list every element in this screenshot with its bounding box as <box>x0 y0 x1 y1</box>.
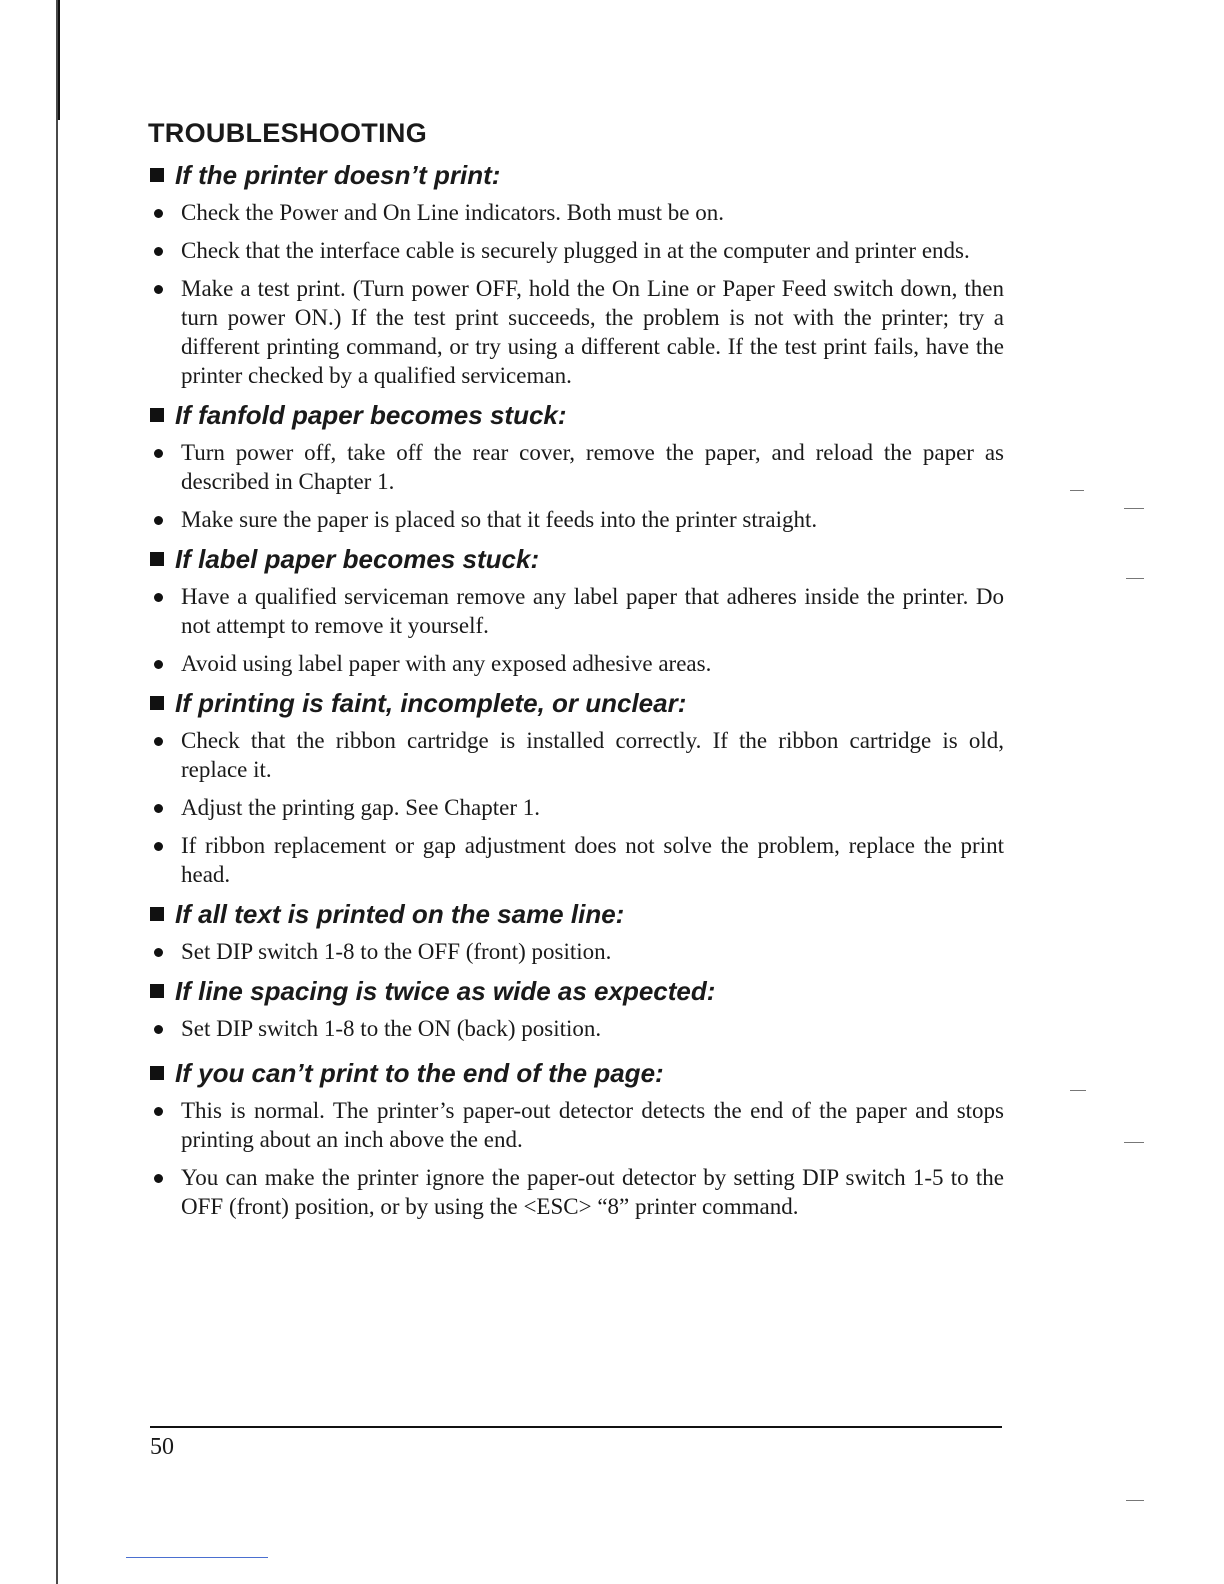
list-item <box>148 726 1004 784</box>
list-item-text: Have a qualified serviceman remove any label paper that adheres inside the printer. Do not attempt to remove it yourself. <box>181 584 1004 638</box>
bullet-list <box>148 198 1004 390</box>
section-heading <box>148 898 1004 930</box>
square-bullet-icon <box>150 1066 164 1080</box>
section-heading <box>148 687 1004 719</box>
list-item-text: Set DIP switch 1-8 to the ON (back) position. <box>181 1016 602 1041</box>
list-item <box>148 198 1004 227</box>
margin-mark <box>1124 1142 1144 1143</box>
list-item-text: Make sure the paper is placed so that it feeds into the printer straight. <box>181 507 818 532</box>
margin-mark <box>1126 578 1144 579</box>
troubleshooting-page <box>148 116 1004 1230</box>
page-number: 50 <box>150 1434 174 1460</box>
bullet-list <box>148 438 1004 534</box>
section-heading <box>148 159 1004 191</box>
margin-mark <box>1126 1500 1144 1501</box>
section-printing-faint <box>148 687 1004 889</box>
square-bullet-icon <box>150 984 164 998</box>
bullet-dot-icon <box>154 209 163 218</box>
bullet-dot-icon <box>154 449 163 458</box>
bullet-dot-icon <box>154 593 163 602</box>
bullet-dot-icon <box>154 247 163 256</box>
page-title: TROUBLESHOOTING <box>148 118 427 148</box>
scan-edge <box>56 0 58 1584</box>
margin-mark <box>1124 508 1144 509</box>
margin-mark <box>1070 1090 1086 1091</box>
bullet-dot-icon <box>154 948 163 957</box>
list-item-text: If ribbon replacement or gap adjustment does not solve the problem, replace the print head. <box>181 833 1004 887</box>
square-bullet-icon <box>150 168 164 182</box>
section-line-spacing <box>148 975 1004 1043</box>
list-item <box>148 505 1004 534</box>
scan-edge-top <box>58 0 60 120</box>
list-item-text: Avoid using label paper with any exposed adhesive areas. <box>181 651 712 676</box>
bottom-mark <box>126 1557 268 1558</box>
section-heading-text: If label paper becomes stuck: <box>175 544 540 574</box>
section-heading <box>148 975 1004 1007</box>
list-item <box>148 793 1004 822</box>
square-bullet-icon <box>150 552 164 566</box>
section-heading <box>148 543 1004 575</box>
list-item <box>148 582 1004 640</box>
list-item <box>148 1163 1004 1221</box>
list-item <box>148 274 1004 390</box>
bullet-list <box>148 1014 1004 1043</box>
bullet-dot-icon <box>154 1107 163 1116</box>
bullet-list <box>148 937 1004 966</box>
margin-mark <box>1070 490 1084 491</box>
bullet-list <box>148 1096 1004 1221</box>
list-item <box>148 236 1004 265</box>
section-end-of-page <box>148 1057 1004 1221</box>
list-item <box>148 1014 1004 1043</box>
footer-rule <box>150 1426 1002 1428</box>
bullet-list <box>148 582 1004 678</box>
bullet-dot-icon <box>154 1025 163 1034</box>
bullet-dot-icon <box>154 1174 163 1183</box>
list-item <box>148 937 1004 966</box>
section-label-paper-stuck <box>148 543 1004 678</box>
list-item-text: Check that the interface cable is securely plugged in at the computer and printer ends. <box>181 238 970 263</box>
section-heading-text: If you can’t print to the end of the page: <box>175 1058 664 1088</box>
list-item-text: This is normal. The printer’s paper-out detector detects the end of the paper and stops printing about an inch above the end. <box>181 1098 1004 1152</box>
bullet-list <box>148 726 1004 889</box>
list-item <box>148 649 1004 678</box>
section-same-line <box>148 898 1004 966</box>
section-heading <box>148 399 1004 431</box>
square-bullet-icon <box>150 408 164 422</box>
section-heading-text: If line spacing is twice as wide as expected: <box>175 976 716 1006</box>
list-item <box>148 1096 1004 1154</box>
bullet-dot-icon <box>154 285 163 294</box>
list-item-text: Adjust the printing gap. See Chapter 1. <box>181 795 540 820</box>
list-item-text: You can make the printer ignore the paper-out detector by setting DIP switch 1-5 to the OFF (front) position, or by using the <ESC> “8” printer command. <box>181 1165 1004 1219</box>
section-fanfold-paper-stuck <box>148 399 1004 534</box>
bullet-dot-icon <box>154 842 163 851</box>
list-item <box>148 438 1004 496</box>
bullet-dot-icon <box>154 804 163 813</box>
section-heading-text: If the printer doesn’t print: <box>175 160 501 190</box>
bullet-dot-icon <box>154 737 163 746</box>
list-item <box>148 831 1004 889</box>
bullet-dot-icon <box>154 516 163 525</box>
square-bullet-icon <box>150 696 164 710</box>
bullet-dot-icon <box>154 660 163 669</box>
list-item-text: Check that the ribbon cartridge is installed correctly. If the ribbon cartridge is old, replace it. <box>181 728 1004 782</box>
list-item-text: Turn power off, take off the rear cover, remove the paper, and reload the paper as described in Chapter 1. <box>181 440 1004 494</box>
section-heading-text: If all text is printed on the same line: <box>175 899 625 929</box>
square-bullet-icon <box>150 907 164 921</box>
list-item-text: Make a test print. (Turn power OFF, hold the On Line or Paper Feed switch down, then turn power ON.) If the test print succeeds, the problem is not with the printer; try a different printing command, or try using a different cable. If the test print fails, have the printer checked by a qualified serviceman. <box>181 276 1004 388</box>
section-heading-text: If printing is faint, incomplete, or unclear: <box>175 688 687 718</box>
section-printer-doesnt-print <box>148 159 1004 390</box>
list-item-text: Check the Power and On Line indicators. Both must be on. <box>181 200 724 225</box>
section-heading <box>148 1057 1004 1089</box>
list-item-text: Set DIP switch 1-8 to the OFF (front) position. <box>181 939 612 964</box>
section-heading-text: If fanfold paper becomes stuck: <box>175 400 567 430</box>
